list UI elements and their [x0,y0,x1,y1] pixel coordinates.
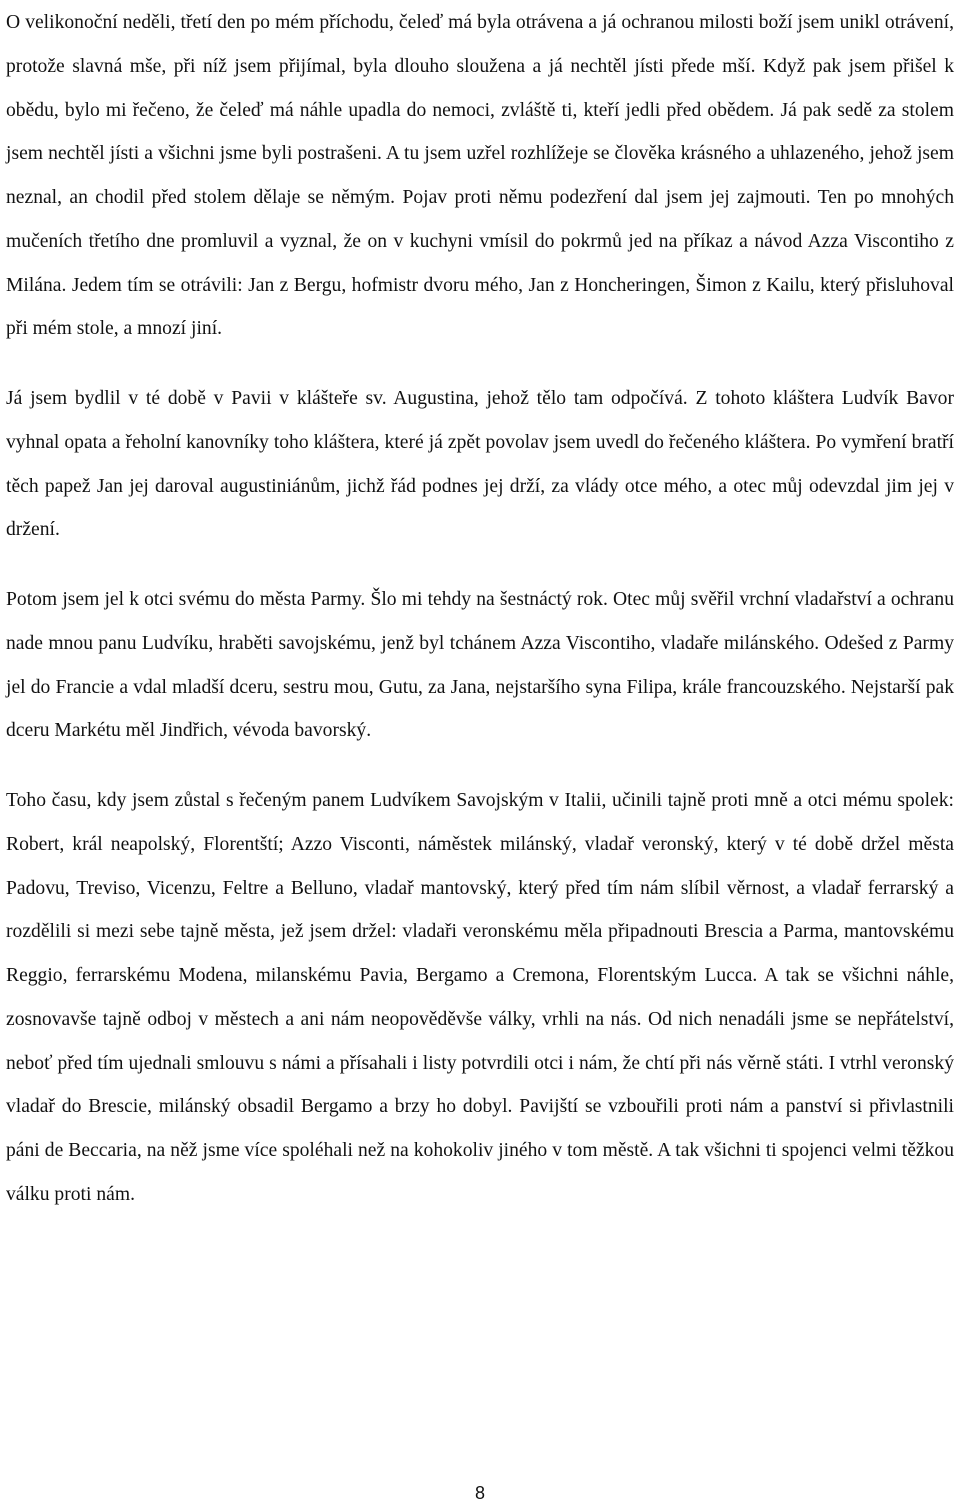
page-number: 8 [474,1483,485,1503]
paragraph-1: O velikonoční neděli, třetí den po mém příchodu, čeleď má byla otrávena a já ochranou milosti boží jsem unikl otrávení, protože slavná mše, při níž jsem přijímal, byla dlouho sloužena a já nechtěl jísti přede mší. Když pak jsem přišel k obědu, bylo mi řečeno, že čeleď má náhle upadla do nemoci, zvláště ti, kteří jedli před obědem. Já pak sedě za stolem jsem nechtěl jísti a všichni jsme byli postrašeni. A tu jsem uzřel rozhlížeje se člověka krásného a uhlazeného, jehož jsem neznal, an chodil před stolem dělaje se němým. Pojav proti němu podezření dal jsem jej zajmouti. Ten po mnohých mučeních třetího dne promluvil a vyznal, že on v kuchyni vmísil do pokrmů jed na příkaz a návod Azza Viscontiho z Milána. Jedem tím se otrávili: Jan z Bergu, hofmistr dvoru mého, Jan z Honcheringen, Šimon z Kailu, který přisluhoval při mém stole, a mnozí jiní. [6,12,954,340]
body-text [6,1,954,1217]
paragraph-3: Potom jsem jel k otci svému do města Parmy. Šlo mi tehdy na šestnáctý rok. Otec můj svěřil vrchní vladařství a ochranu nade mnou panu Ludvíku, hraběti savojskému, jenž byl tchánem Azza Viscontiho, vladaře milánského. Odešed z Parmy jel do Francie a vdal mladší dceru, sestru mou, Gutu, za Jana, nejstaršího syna Filipa, krále francouzského. Nejstarší pak dceru Markétu měl Jindřich, vévoda bavorský. [6,589,954,742]
paragraph-2: Já jsem bydlil v té době v Pavii v klášteře sv. Augustina, jehož tělo tam odpočívá. Z tohoto kláštera Ludvík Bavor vyhnal opata a řeholní kanovníky toho kláštera, které já zpět povolav jsem uvedl do řečeného kláštera. Po vymření bratří těch papež Jan jej daroval augustiniánům, jichž řád podnes jej drží, za vlády otce mého, a otec můj odevzdal jim jej v držení. [6,388,954,541]
paragraph-4: Toho času, kdy jsem zůstal s řečeným panem Ludvíkem Savojským v Italii, učinili tajně proti mně a otci mému spolek: Robert, král neapolský, Florentští; Azzo Visconti, náměstek milánský, vladař veronský, který v té době držel města Padovu, Treviso, Vicenzu, Feltre a Belluno, vladař mantovský, který před tím nám slíbil věrnost, a vladař ferrarský a rozdělili si mezi sebe tajně města, jež jsem držel: vladaři veronskému měla připadnouti Brescia a Parma, mantovskému Reggio, ferrarskému Modena, milanskému Pavia, Bergamo a Cremona, Florentským Lucca. A tak se všichni náhle, zosnovavše tajně odboj v městech a ani nám neopověděvše války, vrhli na nás. Od nich nenadáli jsme se nepřátelství, neboť před tím ujednali smlouvu s námi a přísahali i listy potvrdili otci i nám, že chtí při nás věrně státi. I vtrhl veronský vladař do Brescie, milánský obsadil Bergamo a brzy ho dobyl. Pavijští se vzbouřili proti nám a panství si přivlastnili páni de Beccaria, na něž jsme více spoléhali než na kohokoliv jiného v tom městě. A tak všichni ti spojenci velmi těžkou válku proti nám. [6,790,954,1205]
